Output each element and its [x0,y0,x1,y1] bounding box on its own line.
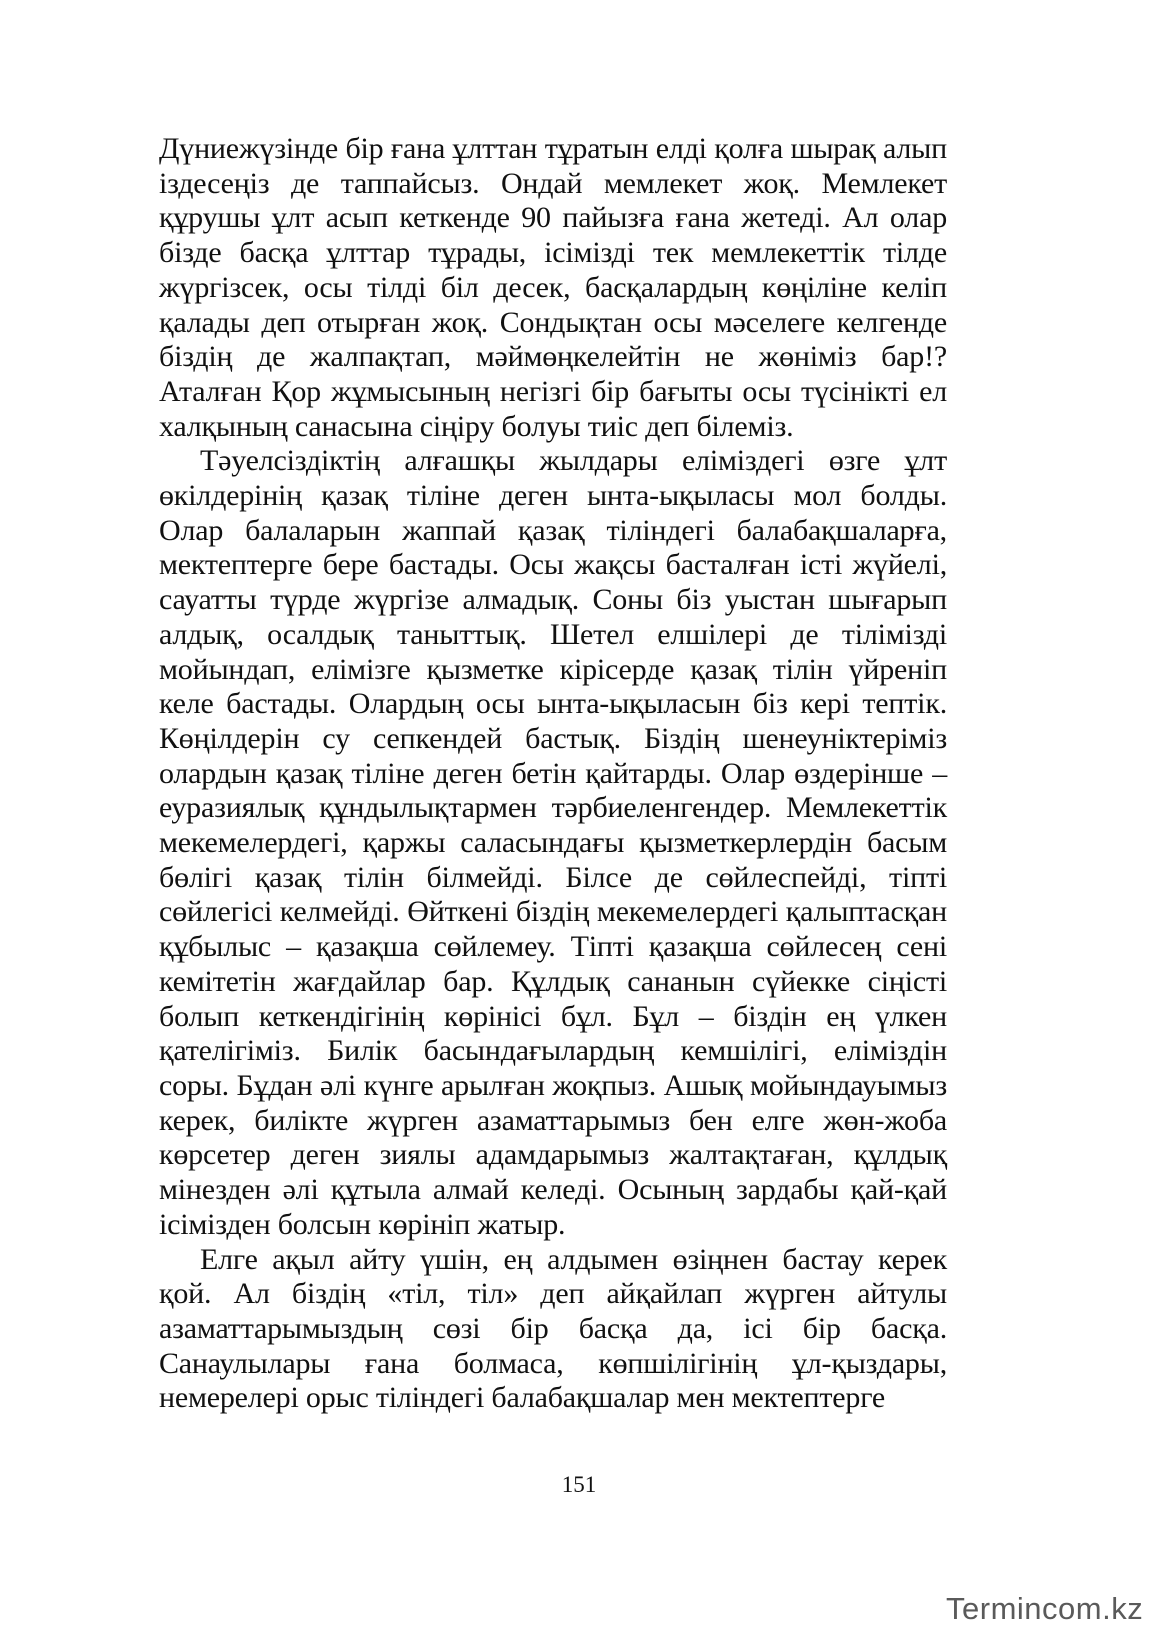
page-number: 151 [561,1472,597,1497]
watermark-logo [945,1588,1143,1630]
paragraph-1: Дүниежүзінде бір ғана ұлттан тұратын елді қолға шырақ алып іздесеңіз де таппайсыз. Ондай мемлекет жоқ. Мемлекет құрушы ұлт асып кеткенде 90 пайызға ғана жетеді. Ал олар бізде басқа ұлттар тұрады, ісімізді тек мемлекеттік тілде жүргізсек, осы тілді біл десек, басқалардың көңіліне келіп қалады деп отырған жоқ. Сондықтан осы мәселеге келгенде біздің де жалпақтап, мәймөңкелейтін не жөніміз бар!? Аталған Қор жұмысының негізгі бір бағыты осы түсінікті ел халқының санасына сіңіру болуы тиіс деп білеміз. [159,132,947,443]
body-text [159,132,947,1416]
paragraph-2: Тәуелсіздіктің алғашқы жылдары еліміздегі өзге ұлт өкілдерінің қазақ тіліне деген ынта-ықыласы мол болды. Олар балаларын жаппай қазақ тіліндегі балабақшаларға, мектептерге бере бастады. Осы жақсы басталған істі жүйелі, сауатты түрде жүргізе алмадық. Соны біз уыстан шығарып алдық, осалдық таныттық. Шетел елшілері де тілімізді мойындап, елімізге қызметке кірісерде қазақ тілін үйреніп келе бастады. Олардың осы ынта-ықыласын біз кері тептік. Көңілдерін су сепкендей бастық. Біздің шенеуніктеріміз олардын қазақ тіліне деген бетін қайтарды. Олар өздерінше – еуразиялық құндылықтармен тәрбиеленгендер. Мемлекеттік мекемелердегі, қаржы саласындағы қызметкерлердін басым бөлігі қазақ тілін білмейді. Білсе де сөйлеспейді, тіпті сөйлегісі келмейді. Өйткені біздің мекемелердегі қалыптасқан құбылыс – қазақша сөйлемеу. Тіпті қазақша сөйлесең сені кемітетін жағдайлар бар. Құлдық сананын сүйекке сіңісті болып кеткендігінің көрінісі бұл. Бұл – біздін ең үлкен қателігіміз. Билік басындағылардың кемшілігі, еліміздін соры. Бұдан әлі күнге арылған жоқпыз. Ашық мойындауымыз керек, билікте жүрген азаматтарымыз бен елге жөн-жоба көрсетер деген зиялы адамдарымыз жалтақтаған, құлдық мінезден әлі құтыла алмай келеді. Осының зардабы қай-қай ісімізден болсын көрініп жатыр. [159,444,947,1241]
paragraph-3: Елге ақыл айту үшін, ең алдымен өзіңнен бастау керек қой. Ал біздің «тіл, тіл» деп айқайлап жүрген айтулы азаматтарымыздың сөзі бір басқа да, ісі бір басқа. Санаулылары ғана болмаса, көпшілігінің ұл-қыздары, немерелері орыс тіліндегі балабақшалар мен мектептерге [159,1242,947,1415]
watermark-text: Termincom.kz [946,1591,1144,1626]
